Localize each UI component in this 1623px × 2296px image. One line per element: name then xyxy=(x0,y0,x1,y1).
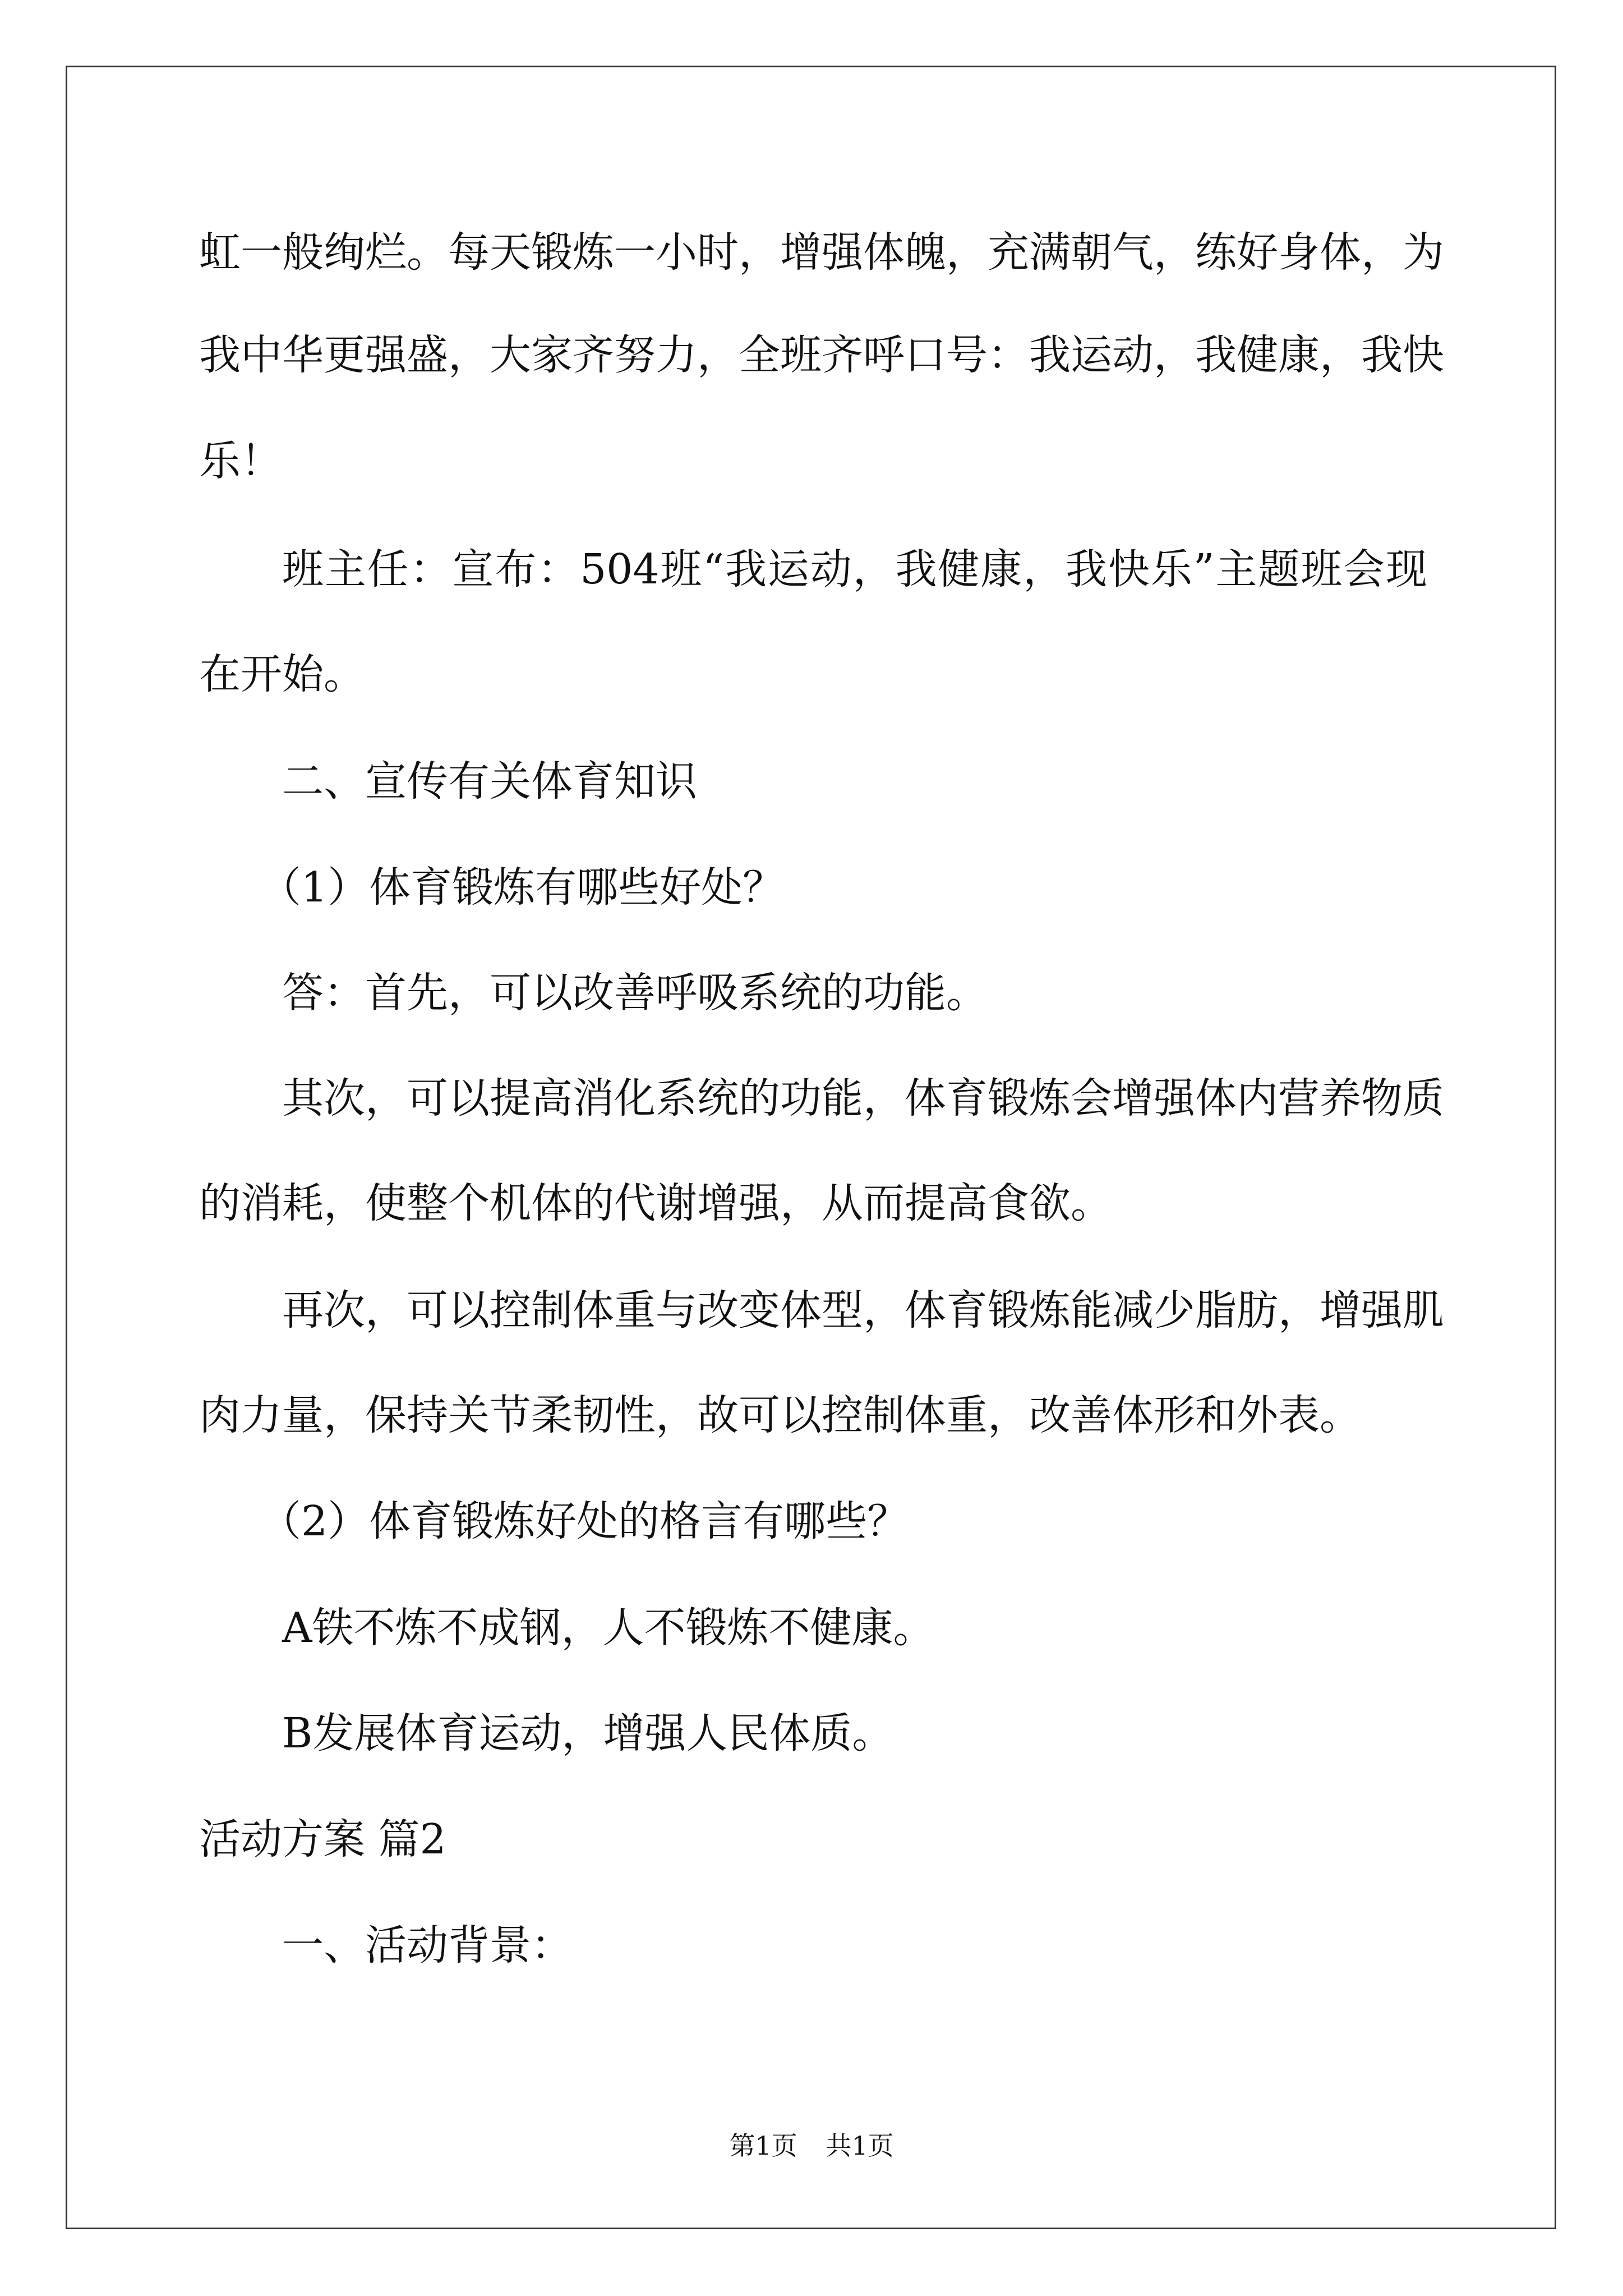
paragraph-line: 我中华更强盛，大家齐努力，全班齐呼口号：我运动，我健康，我快 xyxy=(199,331,1444,379)
page-number: 第1页 xyxy=(729,2131,797,2161)
paragraph-line: 虹一般绚烂。每天锻炼一小时，增强体魄，充满朝气，练好身体，为 xyxy=(199,228,1444,277)
page-total: 共1页 xyxy=(826,2131,894,2161)
paragraph-line: A铁不炼不成钢，人不锻炼不健康。 xyxy=(282,1604,935,1652)
question-heading: （2）体育锻炼好处的格言有哪些？ xyxy=(260,1497,909,1545)
section-heading: 一、活动背景： xyxy=(282,1921,573,1970)
section-heading: 二、宣传有关体育知识 xyxy=(282,757,697,806)
paragraph-line: 肉力量，保持关节柔韧性，故可以控制体重，改善体形和外表。 xyxy=(199,1391,1361,1439)
paragraph-line: 其次，可以提高消化系统的功能，体育锻炼会增强体内营养物质 xyxy=(282,1074,1444,1122)
paragraph-line: 乐！ xyxy=(199,437,282,485)
section-title: 活动方案 篇2 xyxy=(199,1815,446,1864)
paragraph-line: B发展体育运动，增强人民体质。 xyxy=(282,1709,894,1757)
page-footer xyxy=(0,2129,1623,2162)
page-border xyxy=(66,66,1556,2229)
question-heading: （1）体育锻炼有哪些好处？ xyxy=(260,863,785,912)
paragraph-line: 的消耗，使整个机体的代谢增强，从而提高食欲。 xyxy=(199,1179,1112,1227)
paragraph-line: 再次，可以控制体重与改变体型，体育锻炼能减少脂肪，增强肌 xyxy=(282,1286,1444,1335)
paragraph-line: 班主任：宣布：504班“我运动，我健康，我快乐”主题班会现 xyxy=(282,545,1427,593)
paragraph-line: 答：首先，可以改善呼吸系统的功能。 xyxy=(282,969,988,1017)
paragraph-line: 在开始。 xyxy=(199,650,365,698)
